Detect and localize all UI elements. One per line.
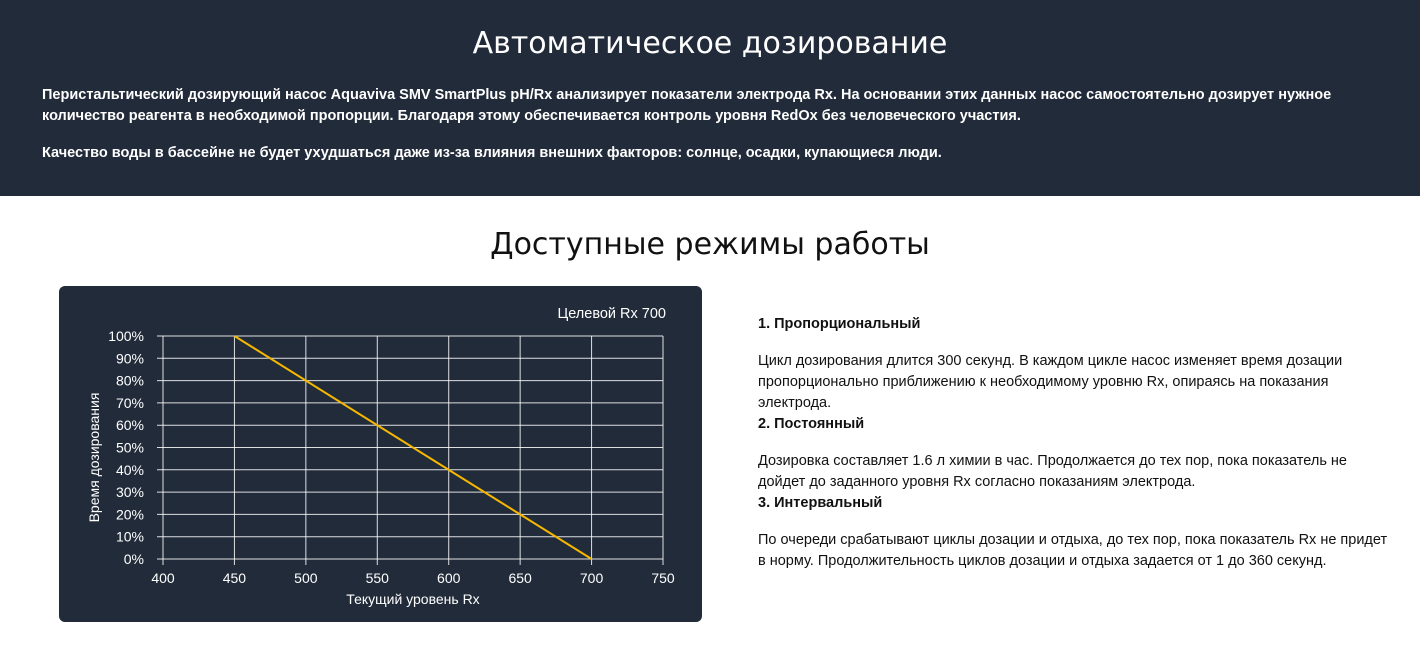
modes-list: [758, 314, 1388, 572]
y-tick-label: 0%: [123, 551, 144, 567]
y-tick-label: 30%: [115, 484, 144, 501]
mode-item: [758, 493, 1388, 572]
x-tick-label: 550: [365, 570, 389, 586]
mode-description: По очереди срабатывают циклы дозации и отдыха, до тех пор, пока показатель Rx не придет в норму. Продолжительность циклов дозации и отдыха задается от 1 до 360 секунд.: [758, 532, 1388, 569]
banner-paragraph-1: Перистальтический дозирующий насос Aquaviva SMV SmartPlus pH/Rx анализирует показатели электрода Rx. На основании этих данных насос самостоятельно дозирует нужное количество реагента в необходимой пропорции. Благодаря этому обеспечивается контроль уровня RedOx без человеческого участия.: [42, 87, 1332, 124]
dosing-chart: [59, 286, 702, 622]
mode-item: [758, 414, 1388, 493]
mode-title: 3. Интервальный: [758, 495, 883, 511]
dosing-chart-panel: [59, 286, 702, 622]
y-tick-label: 80%: [115, 372, 144, 389]
mode-title: 2. Постоянный: [758, 416, 865, 432]
x-axis-label: Текущий уровень Rx: [346, 591, 480, 607]
y-tick-label: 90%: [115, 350, 144, 367]
x-tick-label: 700: [579, 570, 604, 586]
x-tick-label: 750: [651, 570, 675, 586]
x-tick-label: 650: [508, 570, 532, 586]
banner-paragraph-2: Качество воды в бассейне не будет ухудшаться даже из-за влияния внешних факторов: солнце, осадки, купающиеся люди.: [42, 145, 942, 161]
chart-title: Целевой Rx 700: [557, 306, 666, 322]
mode-description: Цикл дозирования длится 300 секунд. В каждом цикле насос изменяет время дозации пропорционально приближению к необходимому уровню Rx, опираясь на показания электрода.: [758, 353, 1343, 411]
y-tick-label: 20%: [115, 506, 144, 523]
x-tick-label: 400: [151, 570, 175, 586]
y-tick-label: 40%: [115, 461, 144, 478]
x-tick-label: 600: [437, 570, 461, 586]
y-tick-label: 10%: [115, 528, 144, 545]
y-axis-label: Время дозирования: [86, 392, 102, 523]
y-tick-label: 100%: [108, 328, 144, 344]
x-tick-label: 450: [222, 570, 247, 586]
y-tick-label: 70%: [115, 394, 144, 411]
mode-item: [758, 314, 1388, 414]
mode-description: Дозировка составляет 1.6 л химии в час. Продолжается до тех пор, пока показатель не дойдет до заданного уровня Rx согласно показаниям электрода.: [758, 453, 1347, 490]
y-tick-label: 60%: [115, 417, 144, 434]
y-tick-label: 50%: [115, 439, 144, 456]
top-banner: [0, 0, 1420, 196]
banner-title: Автоматическое дозирование: [472, 26, 948, 61]
mode-title: 1. Пропорциональный: [758, 316, 921, 332]
section-title: Доступные режимы работы: [490, 227, 930, 262]
x-tick-label: 500: [294, 570, 318, 586]
